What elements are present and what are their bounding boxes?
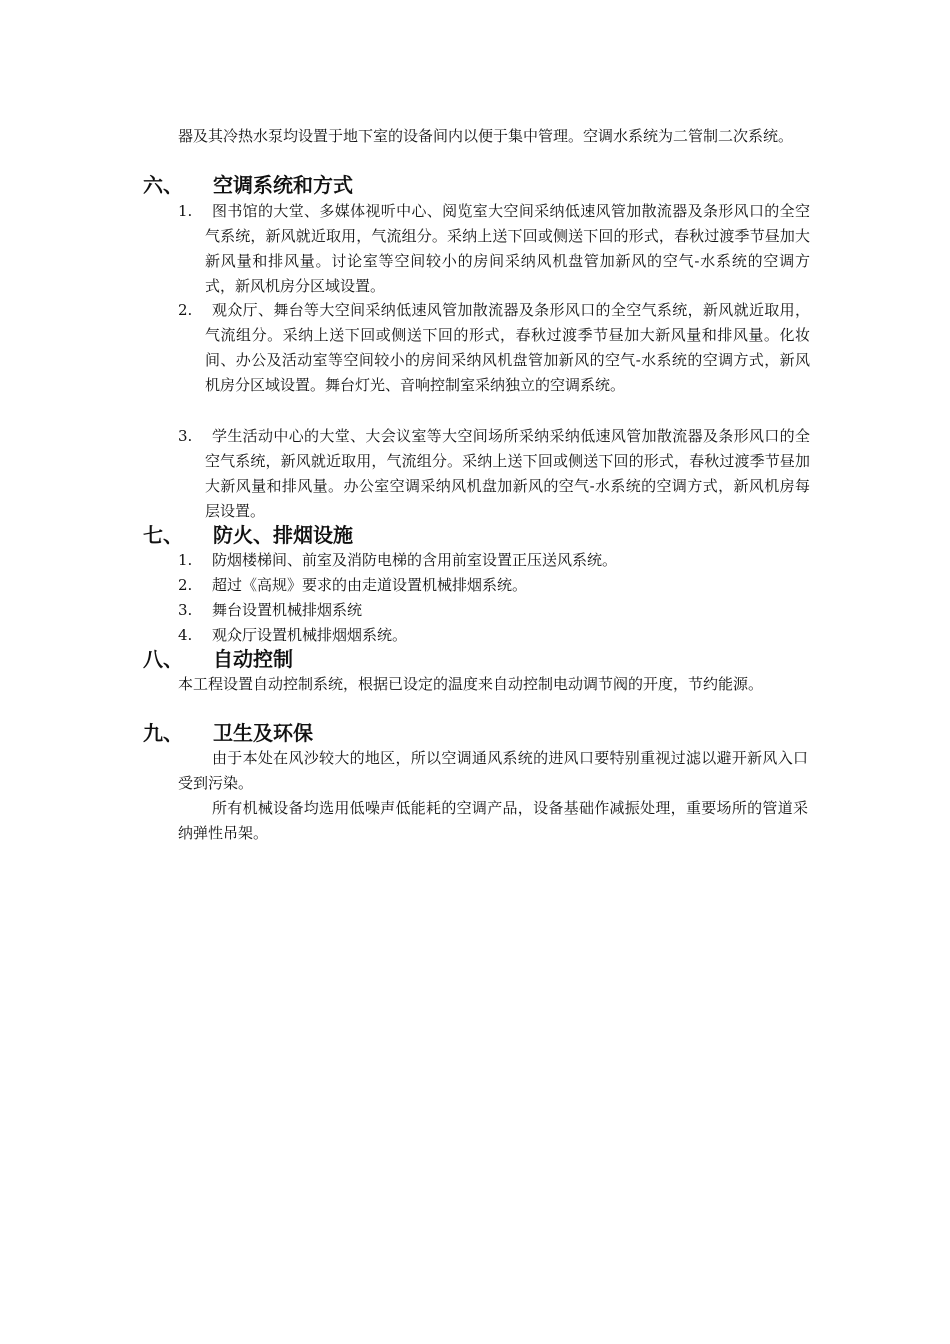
section-title: 空调系统和方式 xyxy=(213,173,353,197)
section-number: 六、 xyxy=(143,173,183,197)
section-number: 九、 xyxy=(143,721,183,745)
list-index: 3. xyxy=(178,601,193,619)
list-index: 4. xyxy=(178,626,193,644)
section-heading-9 xyxy=(143,720,313,746)
list-index: 1. xyxy=(178,551,193,569)
list-index: 1. xyxy=(178,202,193,220)
section-8-paragraph: 本工程设置自动控制系统，根据已设定的温度来自动控制电动调节阀的开度，节约能源。 xyxy=(178,675,764,693)
list-text: 图书馆的大堂、多媒体视听中心、阅览室大空间采纳低速风管加散流器及条形风口的全空气系统，新风就近取用，气流组分。采纳上送下回或侧送下回的形式，春秋过渡季节昼加大新风量和排风量。讨论室等空间较小的房间采纳风机盘管加新风的空气-水系统的空调方式，新风机房分区域设置。 xyxy=(205,202,810,295)
section-number: 八、 xyxy=(143,647,183,671)
section-9-paragraph: 由于本处在风沙较大的地区，所以空调通风系统的进风口要特别重视过滤以避开新风入口受到污染。 xyxy=(178,749,808,792)
section-9-paragraph: 所有机械设备均选用低噪声低能耗的空调产品，设备基础作减振处理，重要场所的管道采纳弹性吊架。 xyxy=(178,799,808,842)
list-text: 舞台设置机械排烟系统 xyxy=(212,601,363,619)
list-item xyxy=(178,623,810,648)
section-number: 七、 xyxy=(143,523,183,547)
list-index: 2. xyxy=(178,576,193,594)
list-item xyxy=(178,424,810,524)
list-index: 3. xyxy=(178,427,193,445)
section-heading-8 xyxy=(143,646,293,672)
section-heading-7 xyxy=(143,522,353,548)
section-title: 卫生及环保 xyxy=(213,721,313,745)
list-text: 学生活动中心的大堂、大会议室等大空间场所采纳采纳低速风管加散流器及条形风口的全空气系统，新风就近取用，气流组分。采纳上送下回或侧送下回的形式，春秋过渡季节昼加大新风量和排风量。办公室空调采纳风机盘加新风的空气-水系统的空调方式，新风机房每层设置。 xyxy=(205,427,810,520)
intro-paragraph: 器及其冷热水泵均设置于地下室的设备间内以便于集中管理。空调水系统为二管制二次系统。 xyxy=(178,127,794,145)
list-text: 超过《高规》要求的由走道设置机械排烟系统。 xyxy=(212,576,528,594)
list-item xyxy=(178,573,810,598)
list-index: 2. xyxy=(178,301,193,319)
section-title: 自动控制 xyxy=(213,647,293,671)
section-title: 防火、排烟设施 xyxy=(213,523,353,547)
list-item xyxy=(178,548,810,573)
list-text: 观众厅设置机械排烟烟系统。 xyxy=(212,626,408,644)
list-item xyxy=(178,199,810,299)
list-text: 防烟楼梯间、前室及消防电梯的含用前室设置正压送风系统。 xyxy=(212,551,618,569)
list-item xyxy=(178,598,810,623)
section-heading-6 xyxy=(143,172,353,198)
list-item xyxy=(178,298,810,398)
list-text: 观众厅、舞台等大空间采纳低速风管加散流器及条形风口的全空气系统，新风就近取用，气流组分。采纳上送下回或侧送下回的形式，春秋过渡季节昼加大新风量和排风量。化妆间、办公及活动室等空间较小的房间采纳风机盘管加新风的空气-水系统的空调方式，新风机房分区域设置。舞台灯光、音响控制室采纳独立的空调系统。 xyxy=(205,301,810,394)
